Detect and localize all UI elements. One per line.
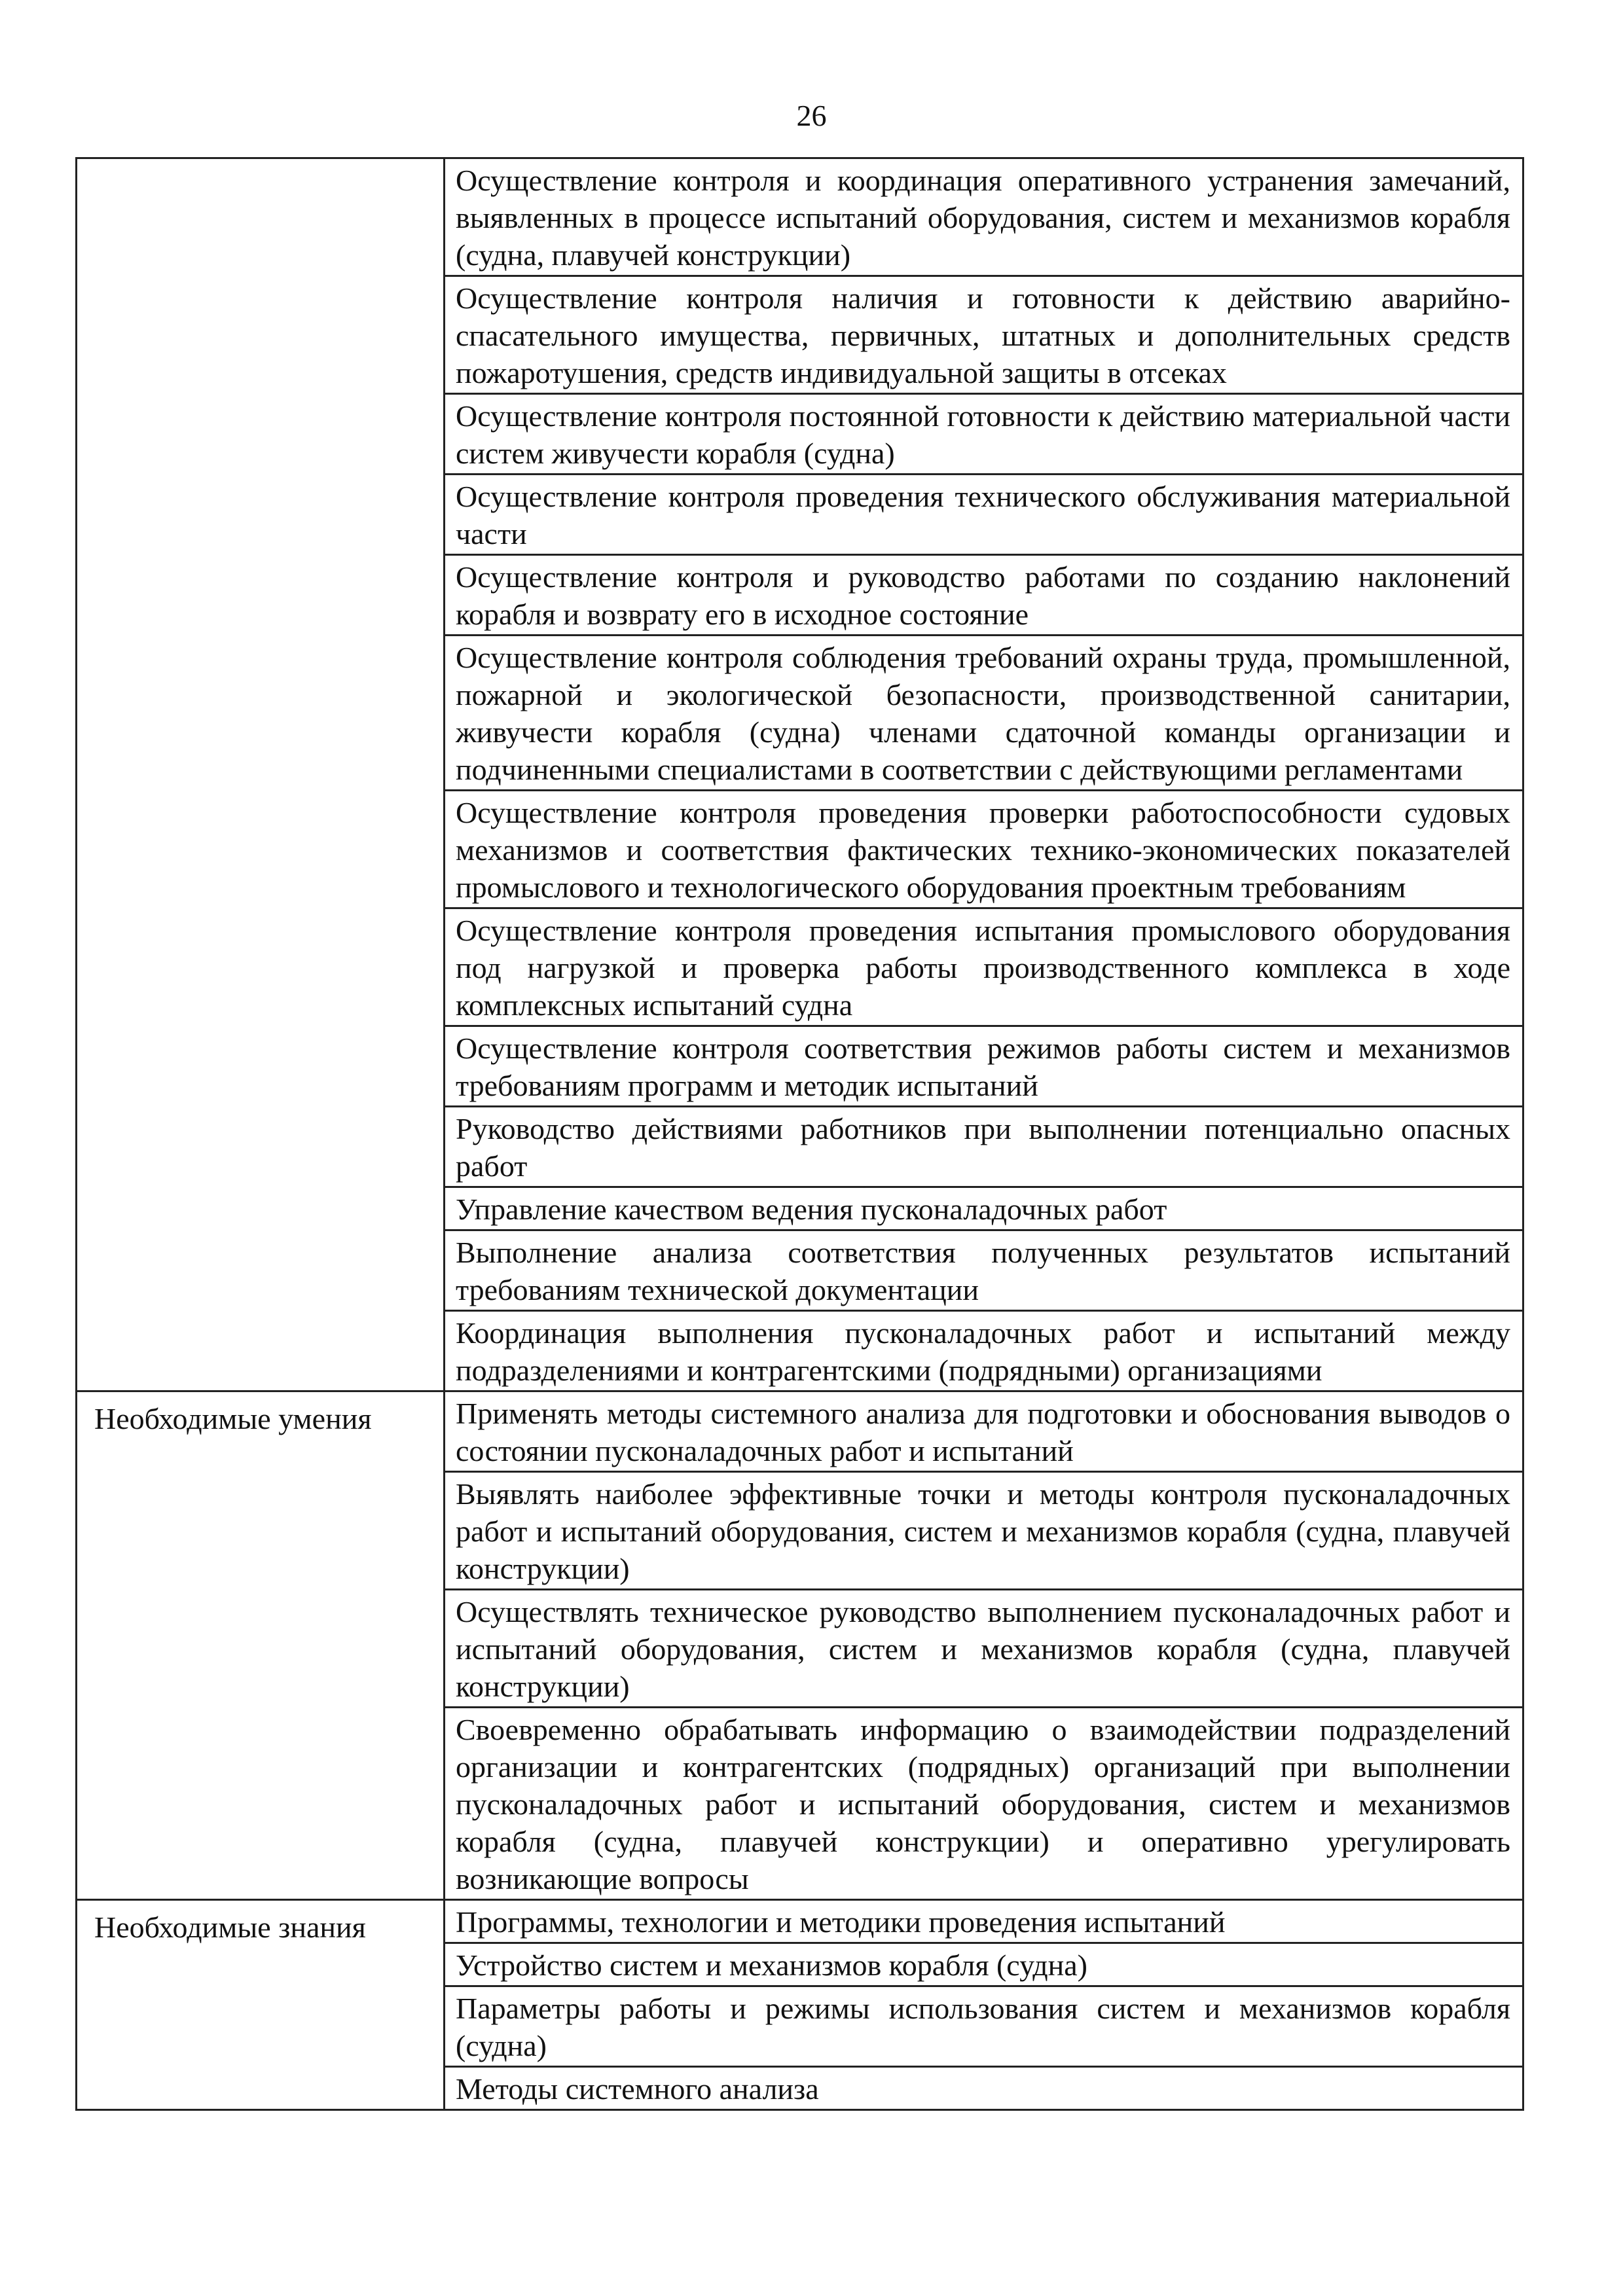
knowledge-cell: Устройство систем и механизмов корабля (судна) bbox=[445, 1943, 1523, 1986]
knowledge-cell: Методы системного анализа bbox=[445, 2067, 1523, 2110]
table-row bbox=[77, 1900, 1523, 1943]
action-cell: Осуществление контроля проведения проверки работоспособности судовых механизмов и соответствия фактических технико-экономических показателей промыслового и технологического оборудования проектным требованиям bbox=[445, 791, 1523, 908]
action-cell: Выполнение анализа соответствия полученных результатов испытаний требованиям технической документации bbox=[445, 1230, 1523, 1311]
skills-label: Необходимые умения bbox=[77, 1391, 445, 1900]
action-cell: Осуществление контроля и координация оперативного устранения замечаний, выявленных в процессе испытаний оборудования, систем и механизмов корабля (судна, плавучей конструкции) bbox=[445, 158, 1523, 276]
action-cell: Осуществление контроля соблюдения требований охраны труда, промышленной, пожарной и экологической безопасности, производственной санитарии, живучести корабля (судна) членами сдаточной команды организации и подчиненными специалистами в соответствии с действующими регламентами bbox=[445, 636, 1523, 791]
knowledge-cell: Программы, технологии и методики проведения испытаний bbox=[445, 1900, 1523, 1943]
action-cell: Управление качеством ведения пусконаладочных работ bbox=[445, 1187, 1523, 1230]
action-cell: Осуществление контроля соответствия режимов работы систем и механизмов требованиям программ и методик испытаний bbox=[445, 1026, 1523, 1107]
knowledge-cell: Параметры работы и режимы использования систем и механизмов корабля (судна) bbox=[445, 1986, 1523, 2067]
table-row bbox=[77, 1391, 1523, 1472]
action-cell: Осуществление контроля наличия и готовности к действию аварийно-спасательного имущества, первичных, штатных и дополнительных средств пожаротушения, средств индивидуальной защиты в отсеках bbox=[445, 276, 1523, 394]
action-cell: Осуществление контроля проведения технического обслуживания материальной части bbox=[445, 475, 1523, 555]
action-cell: Руководство действиями работников при выполнении потенциально опасных работ bbox=[445, 1107, 1523, 1187]
action-cell: Осуществление контроля проведения испытания промыслового оборудования под нагрузкой и проверка работы производственного комплекса в ходе комплексных испытаний судна bbox=[445, 908, 1523, 1026]
skill-cell: Применять методы системного анализа для подготовки и обоснования выводов о состоянии пусконаладочных работ и испытаний bbox=[445, 1391, 1523, 1472]
knowledge-label: Необходимые знания bbox=[77, 1900, 445, 2110]
skill-cell: Своевременно обрабатывать информацию о взаимодействии подразделений организации и контрагентских (подрядных) организаций при выполнении пусконаладочных работ и испытаний оборудования, систем и механизмов корабля (судна, плавучей конструкции) и оперативно урегулировать возникающие вопросы bbox=[445, 1708, 1523, 1900]
skill-cell: Осуществлять техническое руководство выполнением пусконаладочных работ и испытаний оборудования, систем и механизмов корабля (судна, плавучей конструкции) bbox=[445, 1590, 1523, 1708]
action-cell: Осуществление контроля постоянной готовности к действию материальной части систем живучести корабля (судна) bbox=[445, 394, 1523, 475]
labor-function-table bbox=[75, 157, 1524, 2111]
table-row bbox=[77, 158, 1523, 276]
action-cell: Координация выполнения пусконаладочных работ и испытаний между подразделениями и контрагентскими (подрядными) организациями bbox=[445, 1311, 1523, 1391]
skill-cell: Выявлять наиболее эффективные точки и методы контроля пусконаладочных работ и испытаний оборудования, систем и механизмов корабля (судна, плавучей конструкции) bbox=[445, 1472, 1523, 1590]
page-number: 26 bbox=[796, 99, 827, 132]
action-cell: Осуществление контроля и руководство работами по созданию наклонений корабля и возврату его в исходное состояние bbox=[445, 555, 1523, 636]
actions-label-cell bbox=[77, 158, 445, 1391]
